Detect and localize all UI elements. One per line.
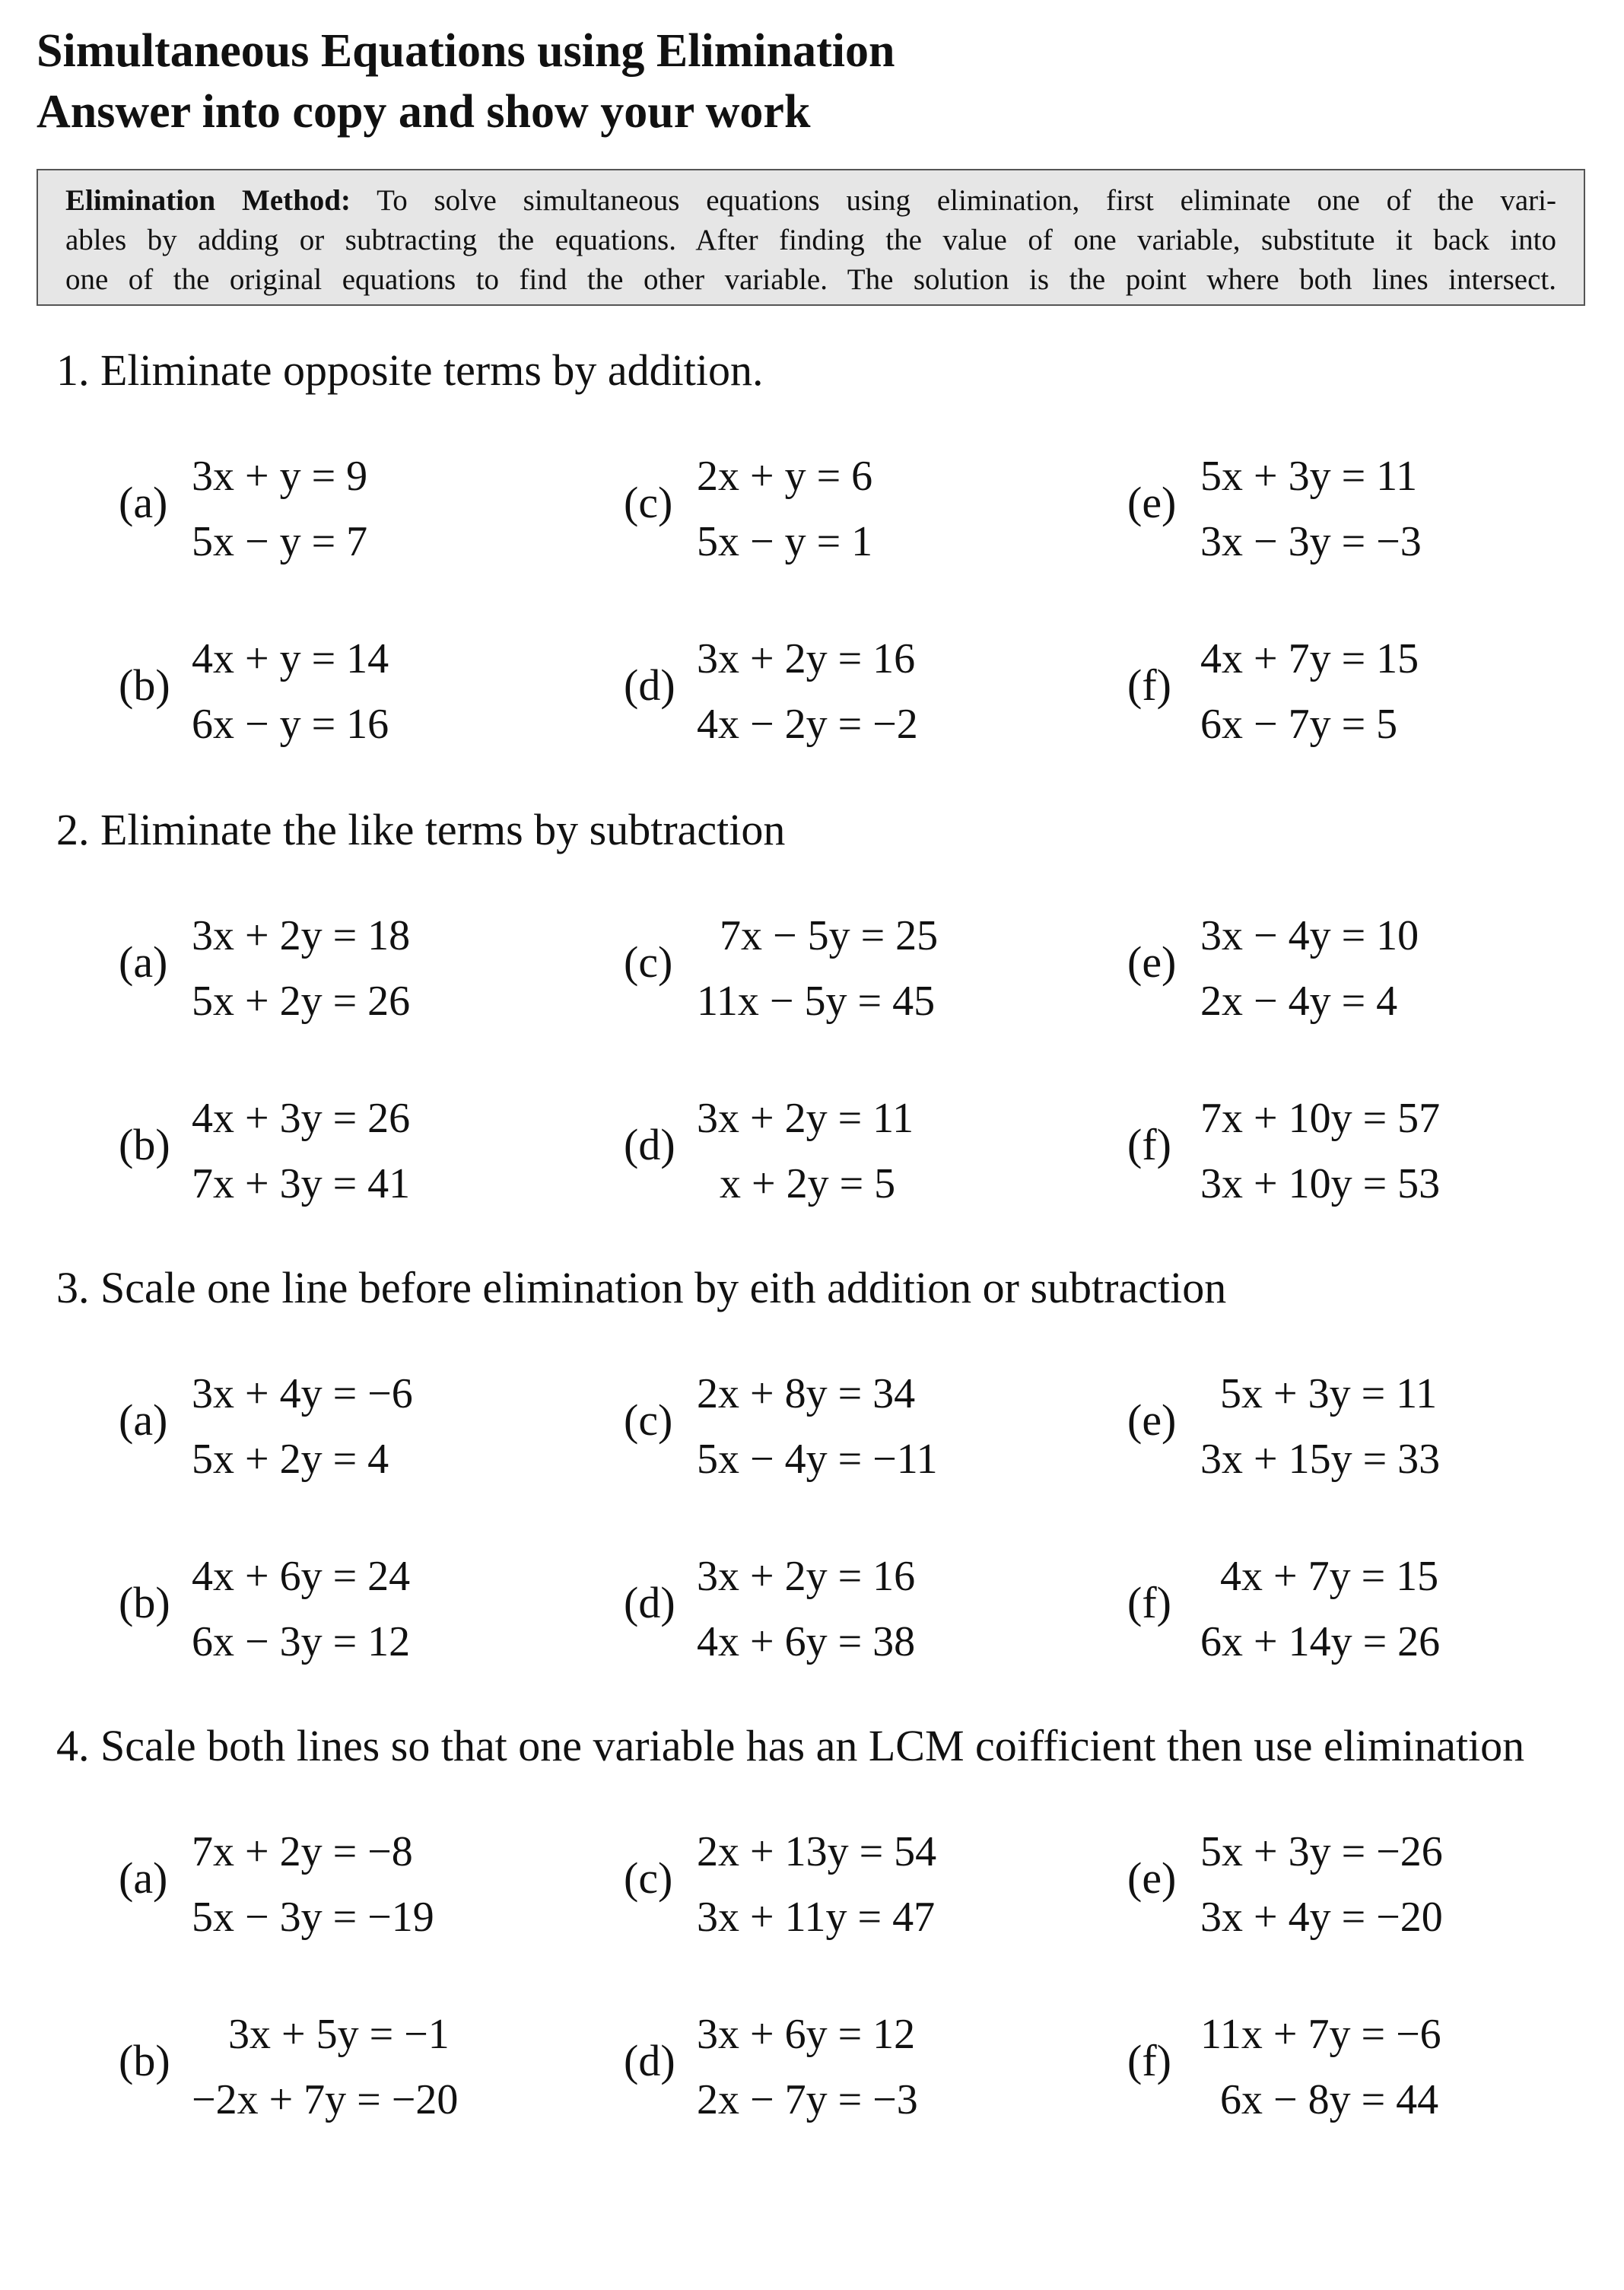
equation-1: 5x + 3y = 11	[1200, 453, 1418, 500]
problem-2c	[624, 912, 1111, 1025]
problem-label: (a)	[119, 1395, 168, 1445]
problem-2a	[119, 912, 605, 1025]
equation-2: 6x − y = 16	[192, 701, 389, 748]
problem-2f	[1127, 1095, 1614, 1207]
problem-1d	[624, 635, 1111, 748]
equation-2: 5x + 2y = 26	[192, 978, 411, 1025]
equation-2: x + 2y = 5	[720, 1160, 896, 1207]
equation-2: 2x − 4y = 4	[1200, 978, 1398, 1025]
problem-label: (d)	[624, 660, 675, 710]
problem-3a	[119, 1370, 605, 1483]
equation-2: 3x + 10y = 53	[1200, 1160, 1441, 1207]
equation-2: 5x + 2y = 4	[192, 1436, 389, 1483]
problem-2d	[624, 1095, 1111, 1207]
problem-2b	[119, 1095, 605, 1207]
problem-1a	[119, 453, 605, 565]
equation-2: 6x + 14y = 26	[1200, 1618, 1441, 1665]
equation-1: 3x + 5y = −1	[228, 2011, 450, 2058]
equation-1: 3x + 2y = 16	[697, 635, 916, 682]
problem-1c	[624, 453, 1111, 565]
section-heading-2: 2. Eliminate the like terms by subtraction	[56, 805, 786, 854]
section-heading-4: 4. Scale both lines so that one variable has an LCM coifficient then use elimination	[56, 1721, 1525, 1770]
equation-1: 7x + 2y = −8	[192, 1828, 413, 1875]
equation-1: 2x + y = 6	[697, 453, 873, 500]
problem-label: (c)	[624, 478, 673, 527]
info-label: Elimination Method:	[65, 184, 351, 217]
problem-3d	[624, 1553, 1111, 1665]
problem-label: (e)	[1127, 1395, 1177, 1445]
equation-1: 3x + 6y = 12	[697, 2011, 916, 2058]
problem-3f	[1127, 1553, 1614, 1665]
equation-2: 5x − 3y = −19	[192, 1894, 434, 1941]
problem-label: (b)	[119, 1578, 170, 1627]
equation-1: 4x + 7y = 15	[1200, 635, 1419, 682]
equation-1: 4x + y = 14	[192, 635, 389, 682]
equation-1: 3x + 4y = −6	[192, 1370, 413, 1417]
equation-2: 3x + 4y = −20	[1200, 1894, 1443, 1941]
problem-label: (c)	[624, 937, 673, 987]
section-heading-1: 1. Eliminate opposite terms by addition.	[56, 345, 764, 395]
equation-1: 7x + 10y = 57	[1200, 1095, 1441, 1142]
problem-label: (e)	[1127, 937, 1177, 987]
equation-2: 5x − y = 7	[192, 518, 368, 565]
problem-label: (f)	[1127, 660, 1171, 710]
problem-label: (b)	[119, 660, 170, 710]
problem-4a	[119, 1828, 605, 1941]
equation-1: 5x + 3y = −26	[1200, 1828, 1443, 1875]
equation-2: −2x + 7y = −20	[192, 2076, 459, 2123]
problem-label: (b)	[119, 1120, 170, 1169]
problem-label: (b)	[119, 2036, 170, 2085]
info-text-1: To solve simultaneous equations using elimination, first eliminate one of the vari-	[377, 184, 1556, 217]
equation-2: 3x + 15y = 33	[1200, 1436, 1441, 1483]
equation-2: 5x − 4y = −11	[697, 1436, 938, 1483]
problem-label: (e)	[1127, 1853, 1177, 1903]
problem-label: (f)	[1127, 2036, 1171, 2085]
info-line-1	[65, 181, 1556, 221]
problem-label: (f)	[1127, 1120, 1171, 1169]
equation-2: 7x + 3y = 41	[192, 1160, 411, 1207]
equation-1: 4x + 7y = 15	[1220, 1553, 1439, 1600]
problem-1b	[119, 635, 605, 748]
equation-1: 3x − 4y = 10	[1200, 912, 1419, 959]
problem-label: (d)	[624, 1578, 675, 1627]
equation-2: 5x − y = 1	[697, 518, 873, 565]
page-title: Simultaneous Equations using Elimination	[37, 25, 895, 77]
problem-label: (d)	[624, 1120, 675, 1169]
info-line-2: ables by adding or subtracting the equations. After finding the value of one variable, substitute it back into	[65, 224, 1556, 256]
equation-1: 2x + 8y = 34	[697, 1370, 916, 1417]
equation-2: 3x − 3y = −3	[1200, 518, 1422, 565]
problem-label: (e)	[1127, 478, 1177, 527]
problem-label: (a)	[119, 478, 168, 527]
equation-1: 3x + 2y = 18	[192, 912, 411, 959]
problem-3e	[1127, 1370, 1614, 1483]
equation-1: 4x + 6y = 24	[192, 1553, 411, 1600]
equation-2: 6x − 7y = 5	[1200, 701, 1398, 748]
info-line-3: one of the original equations to find the other variable. The solution is the point where both lines intersect.	[65, 263, 1556, 296]
equation-1: 4x + 3y = 26	[192, 1095, 411, 1142]
equation-1: 3x + y = 9	[192, 453, 368, 500]
equation-1: 2x + 13y = 54	[697, 1828, 937, 1875]
equation-2: 4x + 6y = 38	[697, 1618, 916, 1665]
problem-3b	[119, 1553, 605, 1665]
problem-1f	[1127, 635, 1614, 748]
equation-1: 3x + 2y = 11	[697, 1095, 914, 1142]
problem-4c	[624, 1828, 1111, 1941]
equation-1: 7x − 5y = 25	[720, 912, 939, 959]
problem-label: (c)	[624, 1853, 673, 1903]
problem-1e	[1127, 453, 1614, 565]
problem-label: (d)	[624, 2036, 675, 2085]
problem-label: (c)	[624, 1395, 673, 1445]
equation-2: 2x − 7y = −3	[697, 2076, 918, 2123]
equation-2: 4x − 2y = −2	[697, 701, 918, 748]
problem-3c	[624, 1370, 1111, 1483]
problem-label: (a)	[119, 1853, 168, 1903]
problem-4f	[1127, 2011, 1614, 2123]
equation-1: 3x + 2y = 16	[697, 1553, 916, 1600]
elimination-method-box	[37, 169, 1585, 306]
page-subtitle: Answer into copy and show your work	[37, 86, 811, 138]
problem-2e	[1127, 912, 1614, 1025]
equation-2: 11x − 5y = 45	[697, 978, 936, 1025]
equation-2: 3x + 11y = 47	[697, 1894, 936, 1941]
problem-4e	[1127, 1828, 1614, 1941]
equation-1: 5x + 3y = 11	[1220, 1370, 1438, 1417]
equation-2: 6x − 3y = 12	[192, 1618, 411, 1665]
problem-4b	[119, 2011, 605, 2123]
equation-2: 6x − 8y = 44	[1220, 2076, 1439, 2123]
equation-1: 11x + 7y = −6	[1200, 2011, 1441, 2058]
problem-label: (f)	[1127, 1578, 1171, 1627]
section-heading-3: 3. Scale one line before elimination by eith addition or subtraction	[56, 1263, 1227, 1312]
problem-label: (a)	[119, 937, 168, 987]
problem-4d	[624, 2011, 1111, 2123]
